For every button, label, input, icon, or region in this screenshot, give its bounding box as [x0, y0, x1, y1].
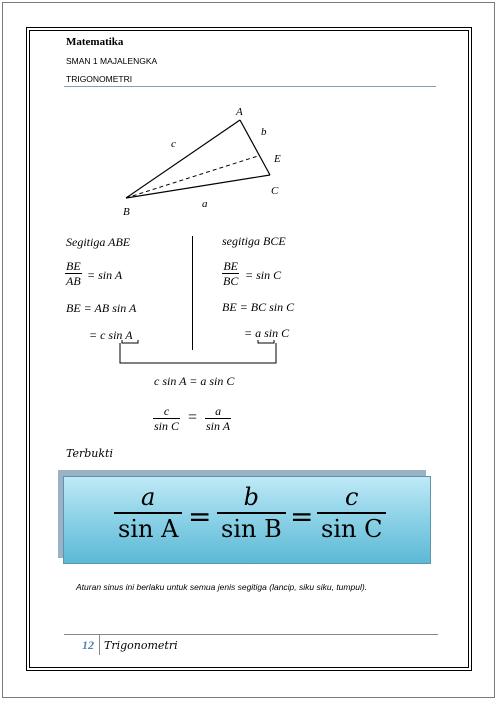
right-fraction: [222, 259, 239, 288]
law-frac-a: [114, 482, 182, 544]
footer-divider: [64, 634, 438, 635]
law-den-a: [114, 512, 182, 544]
footer-separator: [99, 635, 100, 655]
law-frac-c: [317, 482, 386, 544]
side-a-label: a: [202, 198, 208, 210]
law-num-b: b: [243, 483, 260, 511]
combined-frac2-den: sin A: [206, 419, 231, 433]
column-divider: [192, 236, 193, 350]
law-den-b: [217, 512, 286, 544]
combined-fraction-left: [153, 404, 180, 433]
vertex-a-label: A: [236, 106, 243, 118]
page-number: 12: [82, 638, 94, 652]
point-e-label: E: [274, 153, 281, 165]
law-eq-2: =: [290, 500, 314, 533]
note-text: Aturan sinus ini berlaku untuk semua jenis segitiga (lancip, siku siku, tumpul).: [76, 582, 368, 592]
law-den-a-text: sin A: [118, 515, 179, 543]
combined-equation: c sin A = a sin C: [154, 374, 235, 388]
header-subject: Matematika: [66, 36, 124, 48]
side-c-label: c: [171, 138, 176, 150]
left-fraction: [65, 259, 82, 288]
combined-fraction-right: [205, 404, 231, 433]
law-frac-b: [217, 482, 286, 544]
triangle-diagram: [100, 98, 300, 223]
left-frac-den: AB: [66, 274, 81, 288]
left-line2: BE = AB sin A: [66, 301, 137, 315]
left-line3: = c sin A: [89, 328, 133, 342]
law-den-c-text: sin C: [321, 515, 383, 543]
vertex-b-label: B: [123, 206, 130, 218]
right-frac-num: BE: [223, 259, 238, 273]
left-frac-num: BE: [66, 259, 81, 273]
right-line2: BE = BC sin C: [222, 300, 295, 314]
altitude-be: [126, 156, 258, 198]
right-frac-den: BC: [223, 274, 239, 288]
vertex-c-label: C: [271, 185, 279, 197]
header-topic: TRIGONOMETRI: [66, 74, 133, 84]
footer-title: Trigonometri: [104, 639, 178, 652]
side-a: [126, 175, 270, 198]
proven-label: Terbukti: [66, 447, 113, 460]
side-b-label: b: [261, 126, 267, 138]
combined-frac1-den: sin C: [154, 419, 180, 433]
law-den-c: [317, 512, 386, 544]
combined-frac2-num: a: [215, 404, 222, 418]
right-line3: = a sin C: [244, 326, 290, 340]
combined-eq-sign: =: [188, 409, 198, 426]
law-num-a: a: [141, 483, 156, 511]
left-title: Segitiga ABE: [66, 235, 131, 249]
header-school: SMAN 1 MAJALENGKA: [66, 56, 158, 66]
side-c: [126, 120, 240, 198]
law-num-c: c: [345, 483, 359, 511]
left-frac-rhs: = sin A: [87, 268, 123, 282]
right-frac-rhs: = sin C: [245, 268, 282, 282]
law-eq-1: =: [188, 500, 212, 533]
combined-frac1-num: c: [163, 404, 170, 418]
header-divider: [64, 86, 436, 87]
bracket-connector: [100, 338, 290, 368]
law-den-b-text: sin B: [221, 515, 282, 543]
right-title: segitiga BCE: [222, 234, 286, 248]
